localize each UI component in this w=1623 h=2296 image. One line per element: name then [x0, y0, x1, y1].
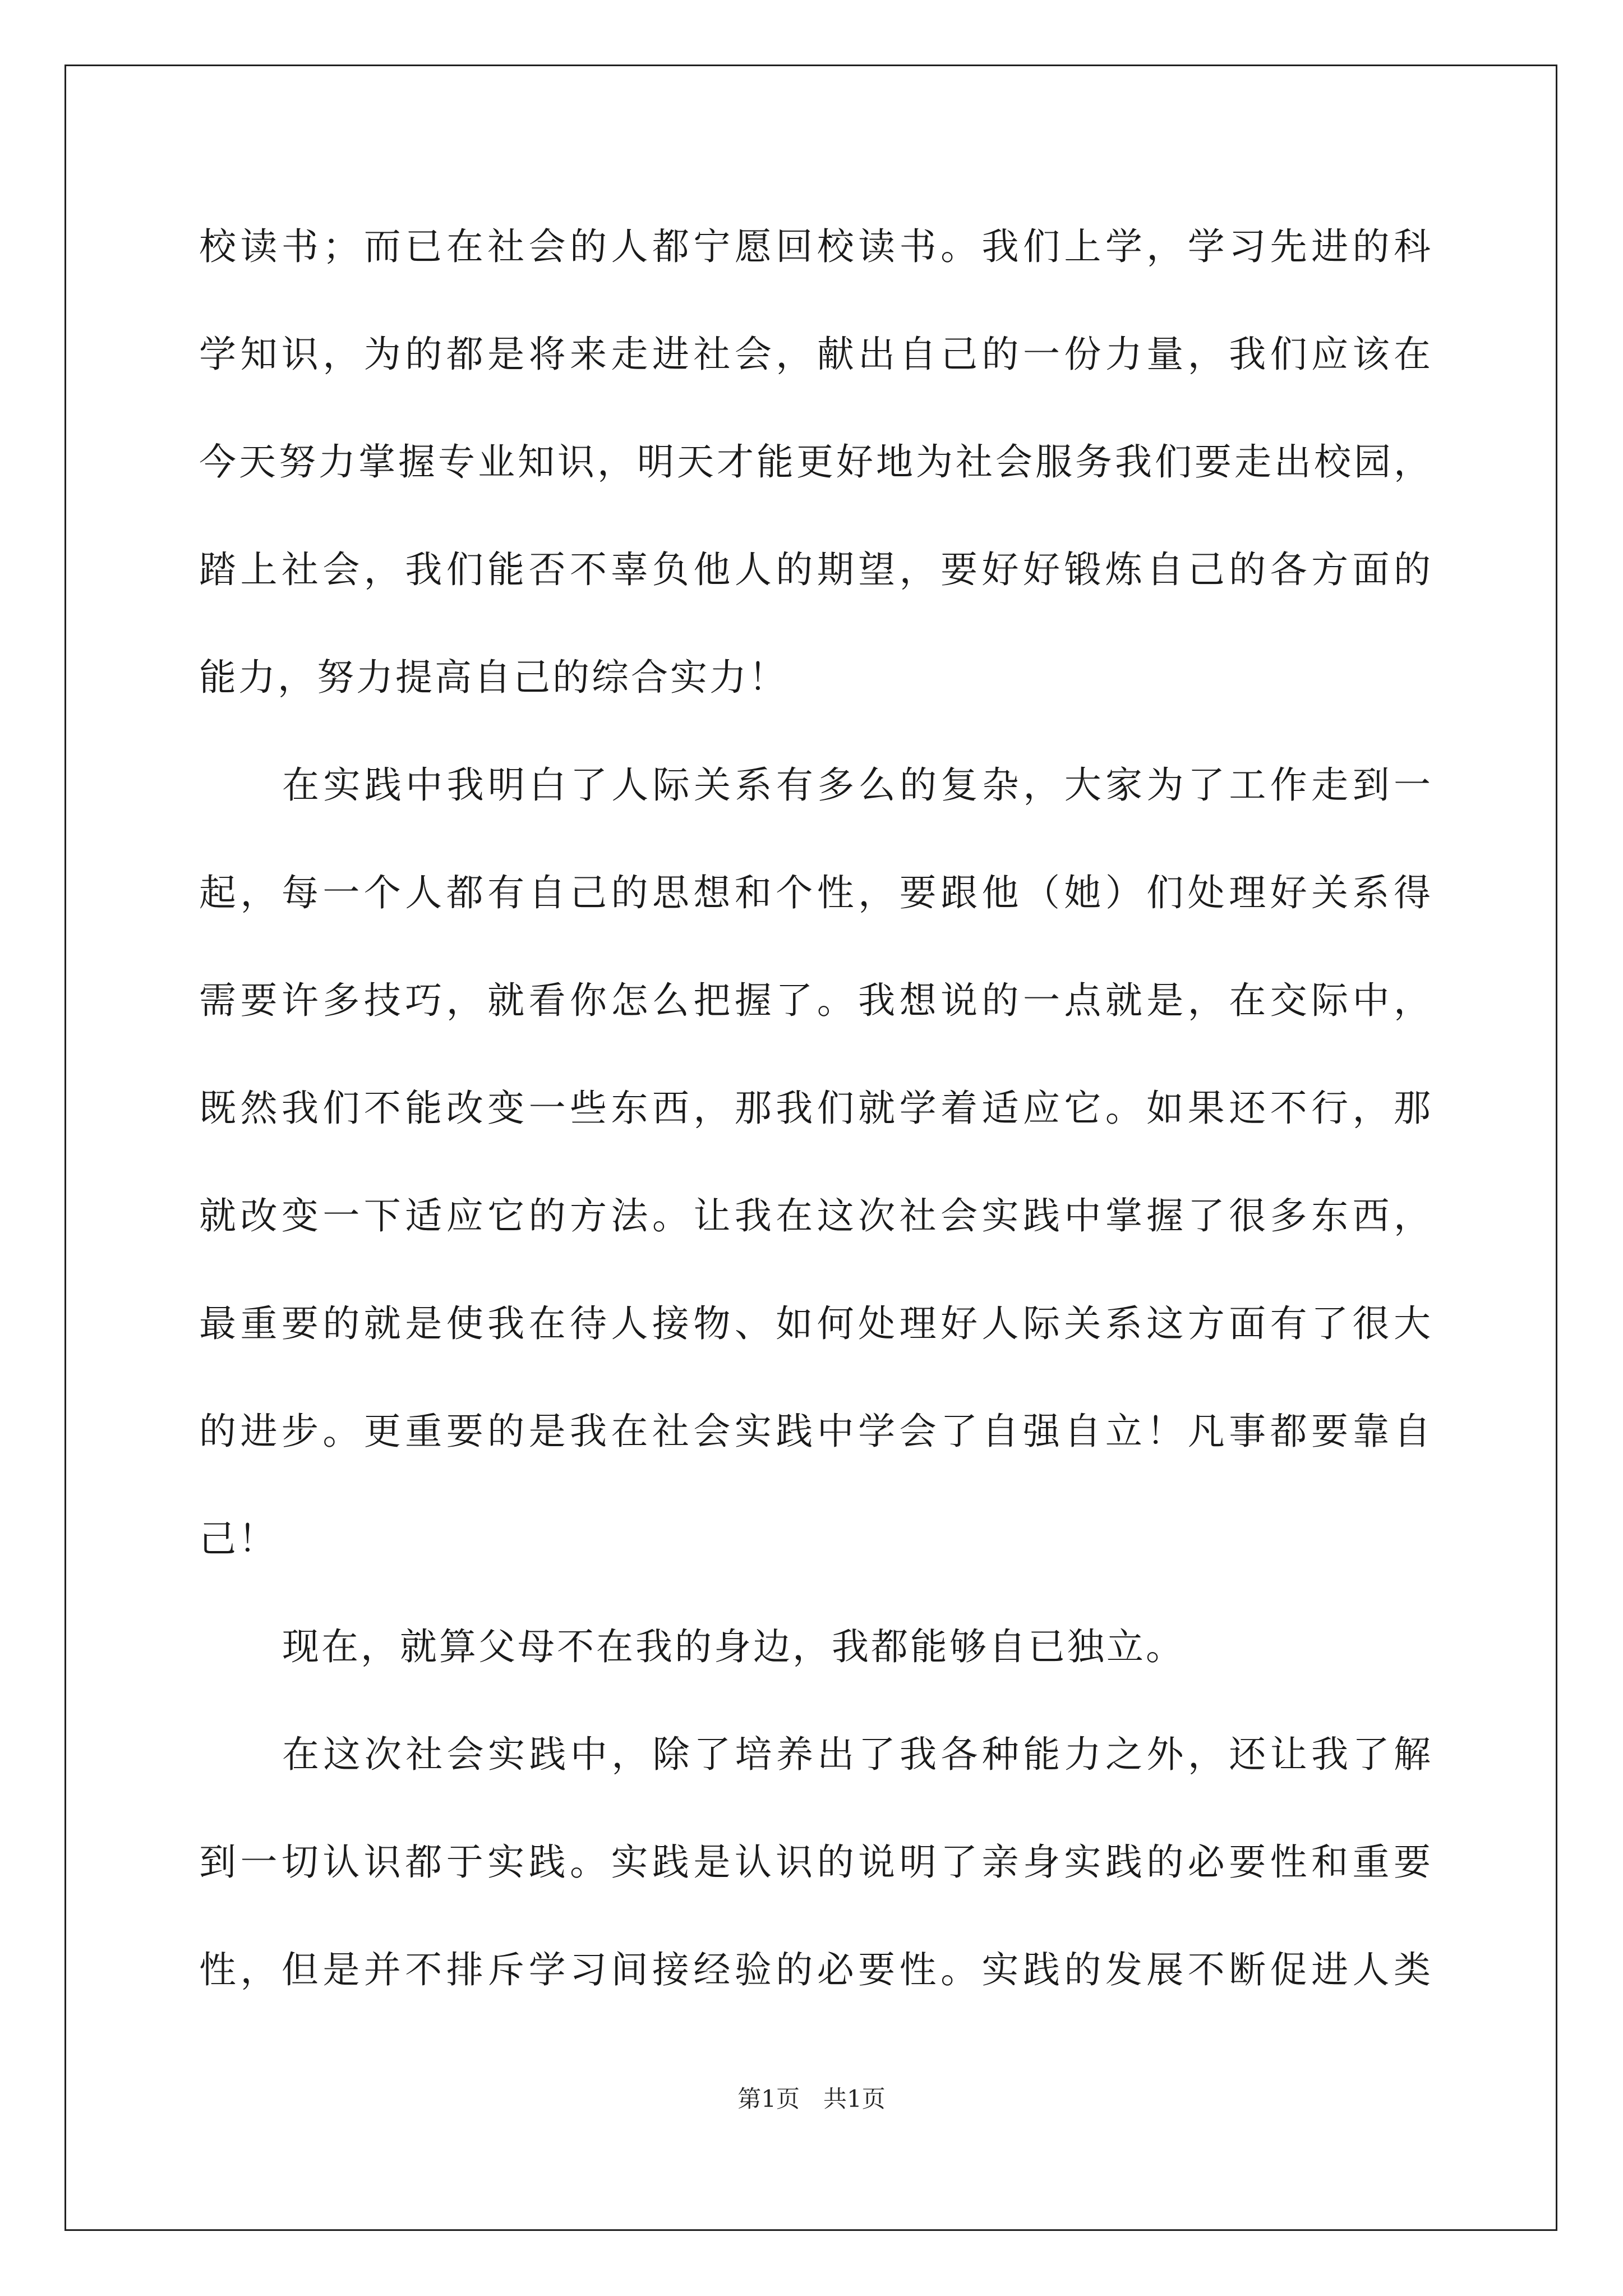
text-line: 就改变一下适应它的方法。让我在这次社会实践中掌握了很多东西， — [199, 1194, 1433, 1237]
text-line: 校读书；而已在社会的人都宁愿回校读书。我们上学，学习先进的科 — [199, 225, 1433, 268]
text-line: 现在，就算父母不在我的身边，我都能够自已独立。 — [282, 1625, 1185, 1668]
text-line: 既然我们不能改变一些东西，那我们就学着适应它。如果还不行，那 — [199, 1087, 1433, 1130]
document-body — [199, 210, 1433, 2041]
text-line: 起，每一个人都有自己的思想和个性，要跟他（她）们处理好关系得 — [199, 871, 1433, 914]
text-line: 今天努力掌握专业知识，明天才能更好地为社会服务我们要走出校园， — [199, 440, 1433, 484]
text-line: 性，但是并不排斥学习间接经验的必要性。实践的发展不断促进人类 — [199, 1948, 1433, 1991]
page-number: 第1页 共1页 — [737, 2085, 886, 2113]
text-line: 到一切认识都于实践。实践是认识的说明了亲身实践的必要性和重要 — [199, 1841, 1433, 1884]
text-line: 最重要的就是使我在待人接物、如何处理好人际关系这方面有了很大 — [199, 1302, 1433, 1345]
text-line: 在实践中我明白了人际关系有多么的复杂，大家为了工作走到一 — [282, 763, 1433, 807]
text-line: 踏上社会，我们能否不辜负他人的期望，要好好锻炼自己的各方面的 — [199, 548, 1433, 591]
page-footer — [0, 2082, 1623, 2116]
text-line: 己！ — [199, 1517, 278, 1561]
text-line: 学知识，为的都是将来走进社会，献出自己的一份力量，我们应该在 — [199, 333, 1433, 376]
text-line: 的进步。更重要的是我在社会实践中学会了自强自立！凡事都要靠自 — [199, 1410, 1433, 1453]
text-line: 需要许多技巧，就看你怎么把握了。我想说的一点就是，在交际中， — [199, 979, 1433, 1022]
text-line: 在这次社会实践中，除了培养出了我各种能力之外，还让我了解 — [282, 1733, 1433, 1776]
text-line: 能力，努力提高自己的综合实力！ — [199, 656, 788, 699]
